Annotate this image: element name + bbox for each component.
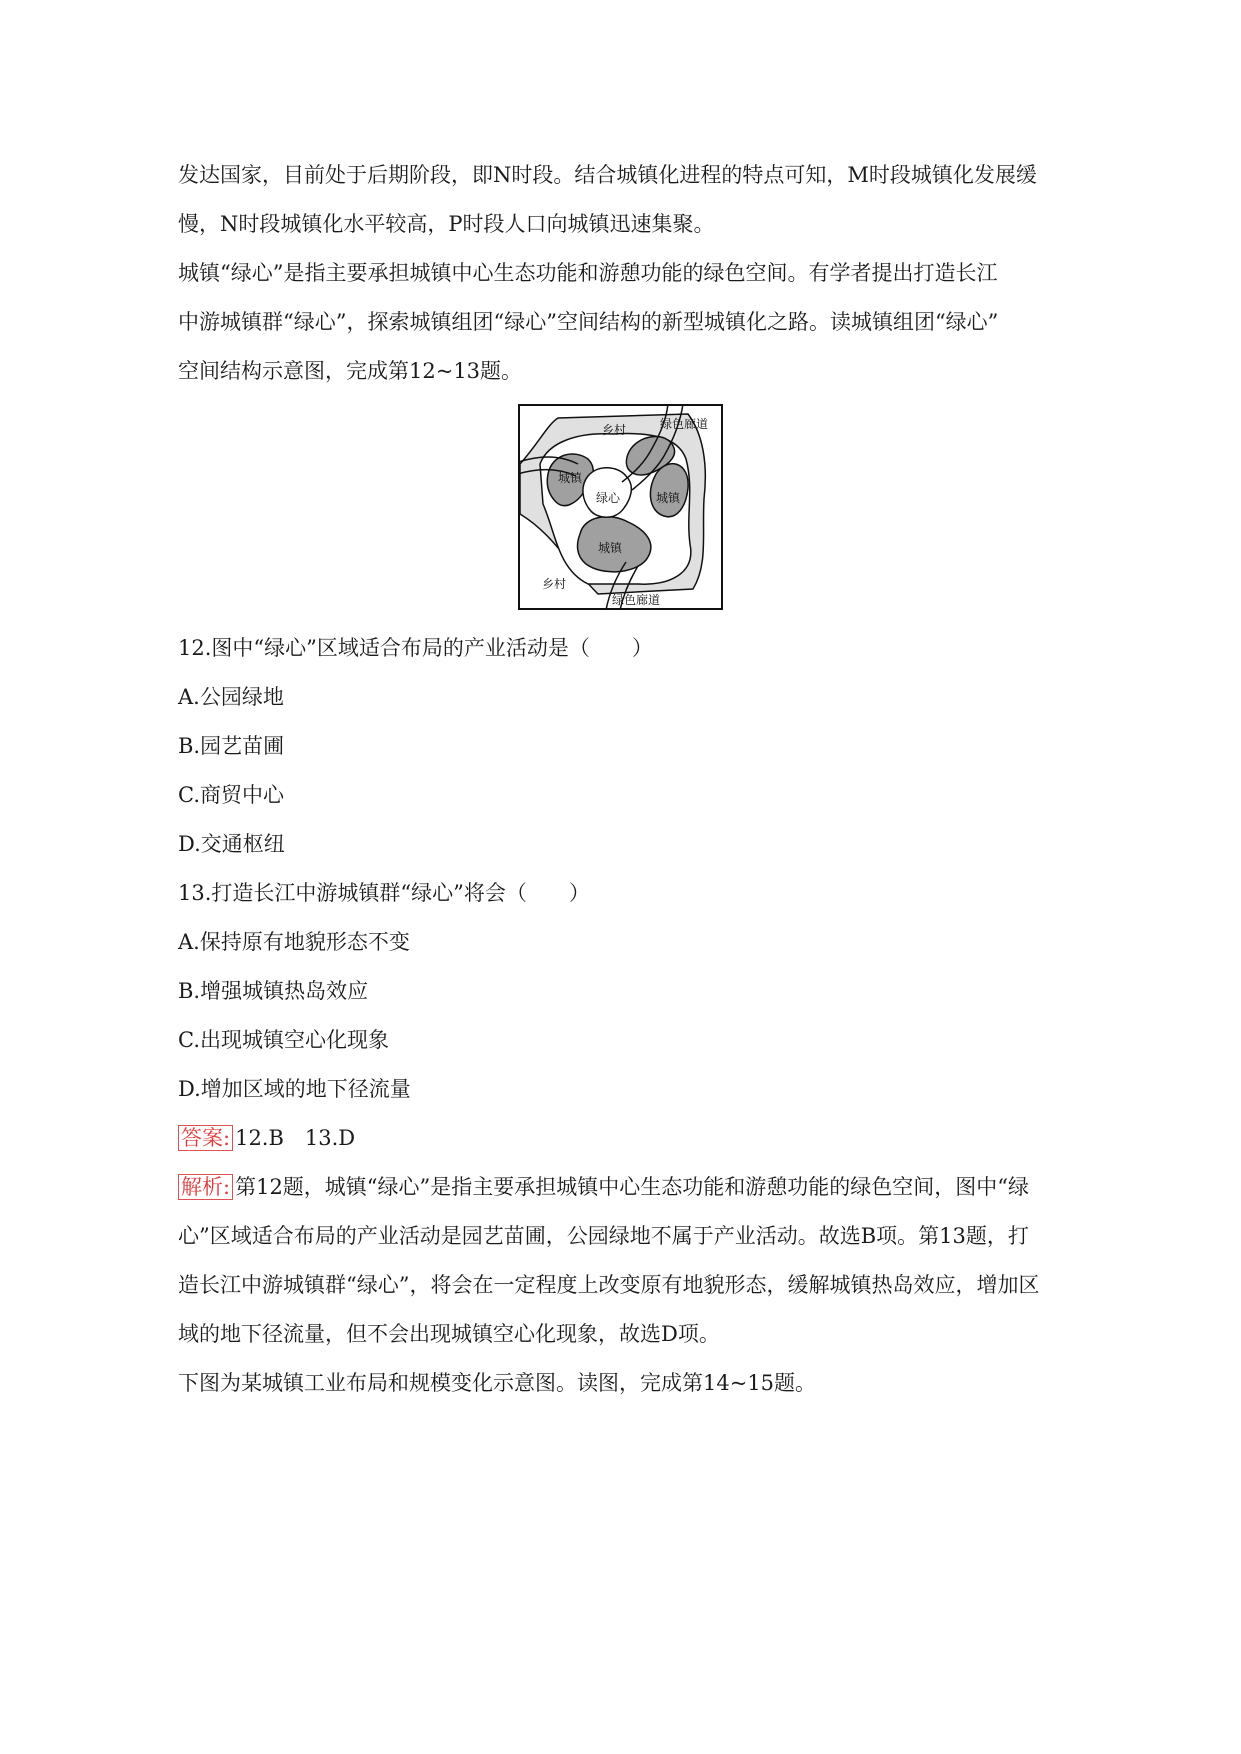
label-village-top: 乡村 (602, 423, 627, 437)
question-12-option-d: D.交通枢纽 (178, 832, 285, 856)
label-corridor-top: 绿色廊道 (660, 417, 709, 431)
passage-line-1: 城镇“绿心”是指主要承担城镇中心生态功能和游憩功能的绿色空间。有学者提出打造长江 (178, 261, 998, 285)
analysis-tag: 解析: (178, 1174, 233, 1200)
label-town-bottom: 城镇 (598, 541, 623, 555)
question-13-option-b: B.增强城镇热岛效应 (178, 979, 369, 1003)
answer-text: 12.B 13.D (235, 1126, 356, 1150)
question-13-stem: 13.打造长江中游城镇群“绿心”将会（ ） (178, 881, 590, 905)
label-village-bottom: 乡村 (542, 577, 567, 591)
analysis-line-1 (178, 1172, 1078, 1202)
intro-line-2: 慢，N时段城镇化水平较高，P时段人口向城镇迅速集聚。 (178, 212, 715, 236)
question-13-option-d: D.增加区域的地下径流量 (178, 1077, 411, 1101)
intro-line-1: 发达国家，目前处于后期阶段，即N时段。结合城镇化进程的特点可知，M时段城镇化发展缓 (178, 163, 1037, 187)
label-corridor-bottom: 绿色廊道 (612, 593, 661, 607)
question-12-option-a: A.公园绿地 (178, 685, 284, 709)
green-heart-diagram (518, 404, 723, 610)
question-12-option-c: C.商贸中心 (178, 783, 284, 807)
passage-line-2: 中游城镇群“绿心”，探索城镇组团“绿心”空间结构的新型城镇化之路。读城镇组团“绿心” (178, 310, 999, 334)
answer-line (178, 1123, 1078, 1153)
answer-tag: 答案: (178, 1125, 233, 1151)
label-town-right: 城镇 (656, 491, 681, 505)
label-town-left: 城镇 (558, 471, 583, 485)
question-12-stem: 12.图中“绿心”区域适合布局的产业活动是（ ） (178, 636, 653, 660)
question-12-option-b: B.园艺苗圃 (178, 734, 285, 758)
analysis-text-1: 第12题，城镇“绿心”是指主要承担城镇中心生态功能和游憩功能的绿色空间，图中“绿 (235, 1175, 1030, 1199)
question-13-option-a: A.保持原有地貌形态不变 (178, 930, 410, 954)
label-green-heart: 绿心 (596, 491, 621, 505)
analysis-line-3: 造长江中游城镇群“绿心”，将会在一定程度上改变原有地貌形态，缓解城镇热岛效应，增加区 (178, 1273, 1040, 1297)
passage-line-3: 空间结构示意图，完成第12~13题。 (178, 359, 523, 383)
question-13-option-c: C.出现城镇空心化现象 (178, 1028, 389, 1052)
analysis-line-4: 域的地下径流量，但不会出现城镇空心化现象，故选D项。 (178, 1322, 720, 1346)
analysis-line-2: 心”区域适合布局的产业活动是园艺苗圃，公园绿地不属于产业活动。故选B项。第13题，打 (178, 1224, 1029, 1248)
next-question-intro: 下图为某城镇工业布局和规模变化示意图。读图，完成第14~15题。 (178, 1371, 817, 1395)
